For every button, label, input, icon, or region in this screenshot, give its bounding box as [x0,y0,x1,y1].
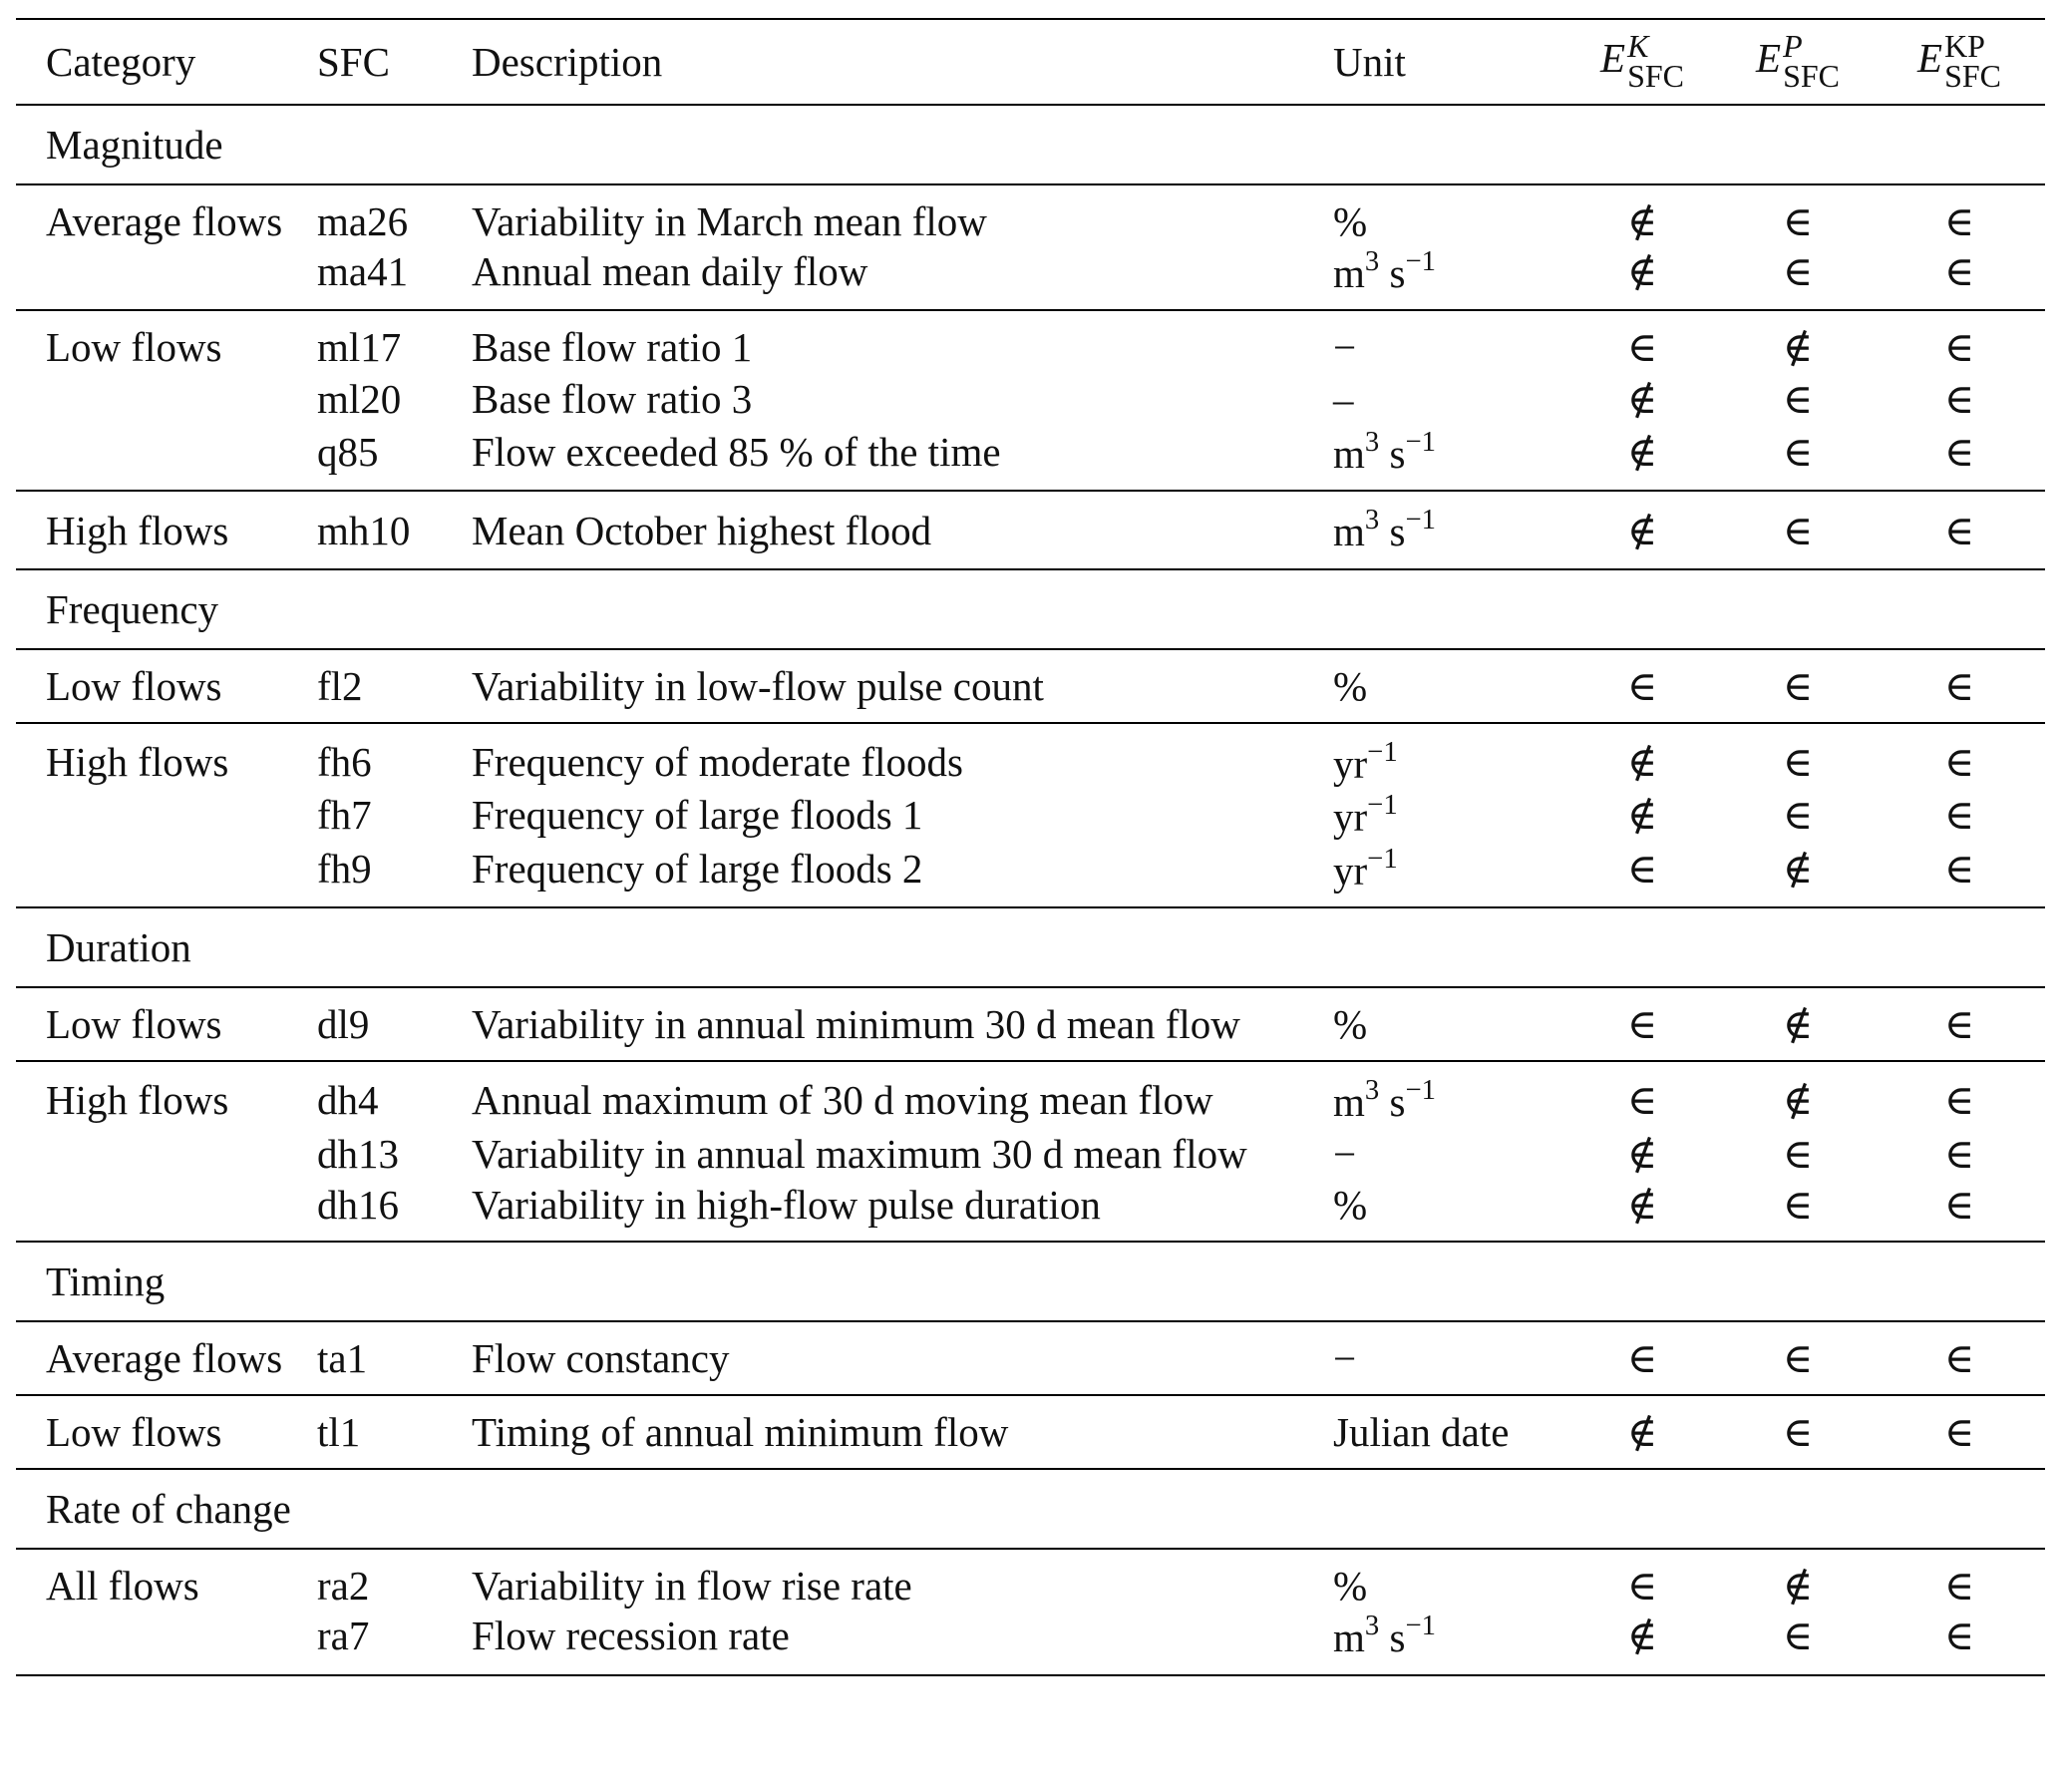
description: Variability in flow rise rate [472,1563,912,1610]
description: Frequency of large floods 2 [472,845,923,892]
ek-membership: ∉ [1626,375,1658,422]
ep-membership: ∈ [1782,662,1814,709]
ek-membership: ∉ [1626,198,1658,244]
group-label [16,371,317,426]
group-label: High flows [46,1077,229,1124]
description: Annual maximum of 30 d moving mean flow [472,1077,1213,1124]
group-label: High flows [46,738,229,785]
ek-membership: ∉ [1626,507,1658,553]
description: Variability in annual minimum 30 d mean flow [472,1001,1240,1048]
ep-membership: ∈ [1782,1182,1814,1229]
unit: $m^3$ $s^{-1}$ [1333,1074,1436,1126]
ek-membership: ∈ [1626,1335,1658,1382]
sfc-code: dl9 [317,1001,370,1048]
section-row [16,907,2045,987]
table-row [16,1181,2045,1242]
ekp-membership: ∈ [1943,324,1975,371]
description: Variability in March mean flow [472,198,987,244]
header-description: Description [472,39,663,85]
group-label [16,1126,317,1181]
ep-membership: ∉ [1782,1563,1814,1610]
ep-membership: ∈ [1782,1613,1814,1659]
description: Frequency of large floods 1 [472,792,923,839]
ep-membership: ∈ [1782,429,1814,476]
ekp-membership: ∈ [1943,792,1975,839]
ep-membership: ∉ [1782,1077,1814,1124]
sfc-code: ra7 [317,1613,370,1659]
group-label: Average flows [46,1335,283,1382]
sfc-code: ra2 [317,1563,370,1610]
table-row [16,843,2045,907]
ekp-membership: ∈ [1943,1001,1975,1048]
description: Frequency of moderate floods [472,738,963,785]
unit: $m^3$ $s^{-1}$ [1333,426,1436,478]
ep-membership: ∈ [1782,1335,1814,1382]
sfc-code: ml17 [317,324,402,371]
unit: $m^3$ $s^{-1}$ [1333,504,1436,555]
group-label: Low flows [46,324,222,371]
ek-membership: ∈ [1626,662,1658,709]
table-row [16,987,2045,1061]
ep-membership: ∈ [1782,507,1814,553]
table-row [16,1610,2045,1674]
sfc-code: dh13 [317,1130,399,1177]
group-label [16,1181,317,1242]
description: Variability in annual maximum 30 d mean flow [472,1130,1247,1177]
unit: % [1333,1563,1368,1610]
ek-membership: ∉ [1626,792,1658,839]
sfc-table [16,18,2045,1676]
section-title: Timing [46,1258,166,1305]
ekp-membership: ∈ [1943,1077,1975,1124]
section-row [16,1469,2045,1549]
ep-membership: ∉ [1782,324,1814,371]
description: Timing of annual minimum flow [472,1409,1009,1456]
header-row [16,19,2045,105]
group-label: High flows [46,507,229,553]
group-label [16,1610,317,1674]
group-label: Average flows [46,198,283,244]
sfc-code: dh4 [317,1077,379,1124]
ekp-membership: ∈ [1943,845,1975,892]
ep-membership: ∈ [1782,198,1814,244]
table-row [16,723,2045,788]
unit: % [1333,1182,1368,1229]
unit: − [1333,324,1357,371]
sfc-code: dh16 [317,1182,399,1229]
group-label [16,426,317,491]
unit: $m^3$ $s^{-1}$ [1333,245,1436,297]
ek-membership: ∈ [1626,1001,1658,1048]
group-label [16,245,317,310]
unit: % [1333,662,1368,709]
ek-membership: ∈ [1626,1077,1658,1124]
sfc-code: ta1 [317,1335,368,1382]
header-ekp: E KP SFC [1917,28,2001,94]
sfc-code: fh9 [317,845,372,892]
table-row [16,371,2045,426]
table-header [16,19,2045,105]
unit: % [1333,198,1368,244]
description: Annual mean daily flow [472,248,868,295]
section-title: Frequency [46,585,219,632]
sfc-code: fl2 [317,662,363,709]
table-row [16,1549,2045,1610]
description: Base flow ratio 1 [472,324,753,371]
table-row [16,426,2045,491]
unit: − [1333,1130,1357,1177]
group-label: All flows [46,1563,199,1610]
ek-membership: ∉ [1626,1613,1658,1659]
header-ek: E K SFC [1600,28,1684,94]
table-row [16,245,2045,310]
ekp-membership: ∈ [1943,1563,1975,1610]
header-category: Category [46,39,196,85]
section-row [16,105,2045,184]
ekp-membership: ∈ [1943,1130,1975,1177]
ek-membership: ∉ [1626,738,1658,785]
ek-membership: ∈ [1626,845,1658,892]
ekp-membership: ∈ [1943,375,1975,422]
ek-membership: ∈ [1626,324,1658,371]
section-title: Rate of change [46,1486,291,1533]
ek-membership: ∉ [1626,1182,1658,1229]
section-row [16,569,2045,649]
ekp-membership: ∈ [1943,662,1975,709]
unit: − [1333,1335,1357,1382]
description: Variability in low-flow pulse count [472,662,1044,709]
description: Base flow ratio 3 [472,375,753,422]
ekp-membership: ∈ [1943,1613,1975,1659]
section-title: Magnitude [46,122,223,168]
sfc-code: mh10 [317,507,411,553]
ekp-membership: ∈ [1943,507,1975,553]
table-row [16,788,2045,843]
ek-membership: ∉ [1626,1130,1658,1177]
description: Mean October highest flood [472,507,932,553]
ek-membership: ∉ [1626,429,1658,476]
ep-membership: ∈ [1782,792,1814,839]
unit: $yr^{-1}$ [1333,789,1398,841]
ek-membership: ∈ [1626,1563,1658,1610]
sfc-code: q85 [317,429,379,476]
description: Variability in high-flow pulse duration [472,1182,1101,1229]
ep-membership: ∈ [1782,1409,1814,1456]
group-label [16,843,317,907]
sfc-code: fh7 [317,792,372,839]
table-row [16,1395,2045,1469]
table-row [16,491,2045,568]
unit: % [1333,1001,1368,1048]
ekp-membership: ∈ [1943,1335,1975,1382]
unit: $yr^{-1}$ [1333,735,1398,787]
description: Flow constancy [472,1335,730,1382]
header-ep: E P SFC [1756,28,1840,94]
table-row [16,310,2045,371]
ep-membership: ∈ [1782,738,1814,785]
ek-membership: ∉ [1626,248,1658,295]
description: Flow exceeded 85 % of the time [472,429,1001,476]
sfc-code: tl1 [317,1409,361,1456]
unit: – [1333,375,1354,422]
table-row [16,1126,2045,1181]
ep-membership: ∉ [1782,1001,1814,1048]
ep-membership: ∉ [1782,845,1814,892]
group-label: Low flows [46,1001,222,1048]
sfc-table-container [16,18,2045,1676]
ekp-membership: ∈ [1943,1409,1975,1456]
ekp-membership: ∈ [1943,738,1975,785]
sfc-code: ml20 [317,375,402,422]
group-label: Low flows [46,662,222,709]
table-row [16,184,2045,245]
group-label: Low flows [46,1409,222,1456]
ep-membership: ∈ [1782,248,1814,295]
ekp-membership: ∈ [1943,248,1975,295]
table-row [16,649,2045,723]
section-title: Duration [46,924,191,971]
table-row [16,1061,2045,1126]
unit: $yr^{-1}$ [1333,842,1398,895]
ekp-membership: ∈ [1943,429,1975,476]
header-sfc: SFC [317,39,390,85]
sfc-code: fh6 [317,738,372,785]
section-row [16,1242,2045,1321]
group-label [16,788,317,843]
unit: Julian date [1333,1409,1510,1456]
ek-membership: ∉ [1626,1409,1658,1456]
ep-membership: ∈ [1782,1130,1814,1177]
ekp-membership: ∈ [1943,198,1975,244]
header-unit: Unit [1333,39,1406,85]
table-body [16,105,2045,1675]
description: Flow recession rate [472,1613,790,1659]
unit: $m^3$ $s^{-1}$ [1333,1610,1436,1661]
table-row [16,1321,2045,1395]
sfc-code: ma41 [317,248,409,295]
ep-membership: ∈ [1782,375,1814,422]
sfc-code: ma26 [317,198,409,244]
ekp-membership: ∈ [1943,1182,1975,1229]
